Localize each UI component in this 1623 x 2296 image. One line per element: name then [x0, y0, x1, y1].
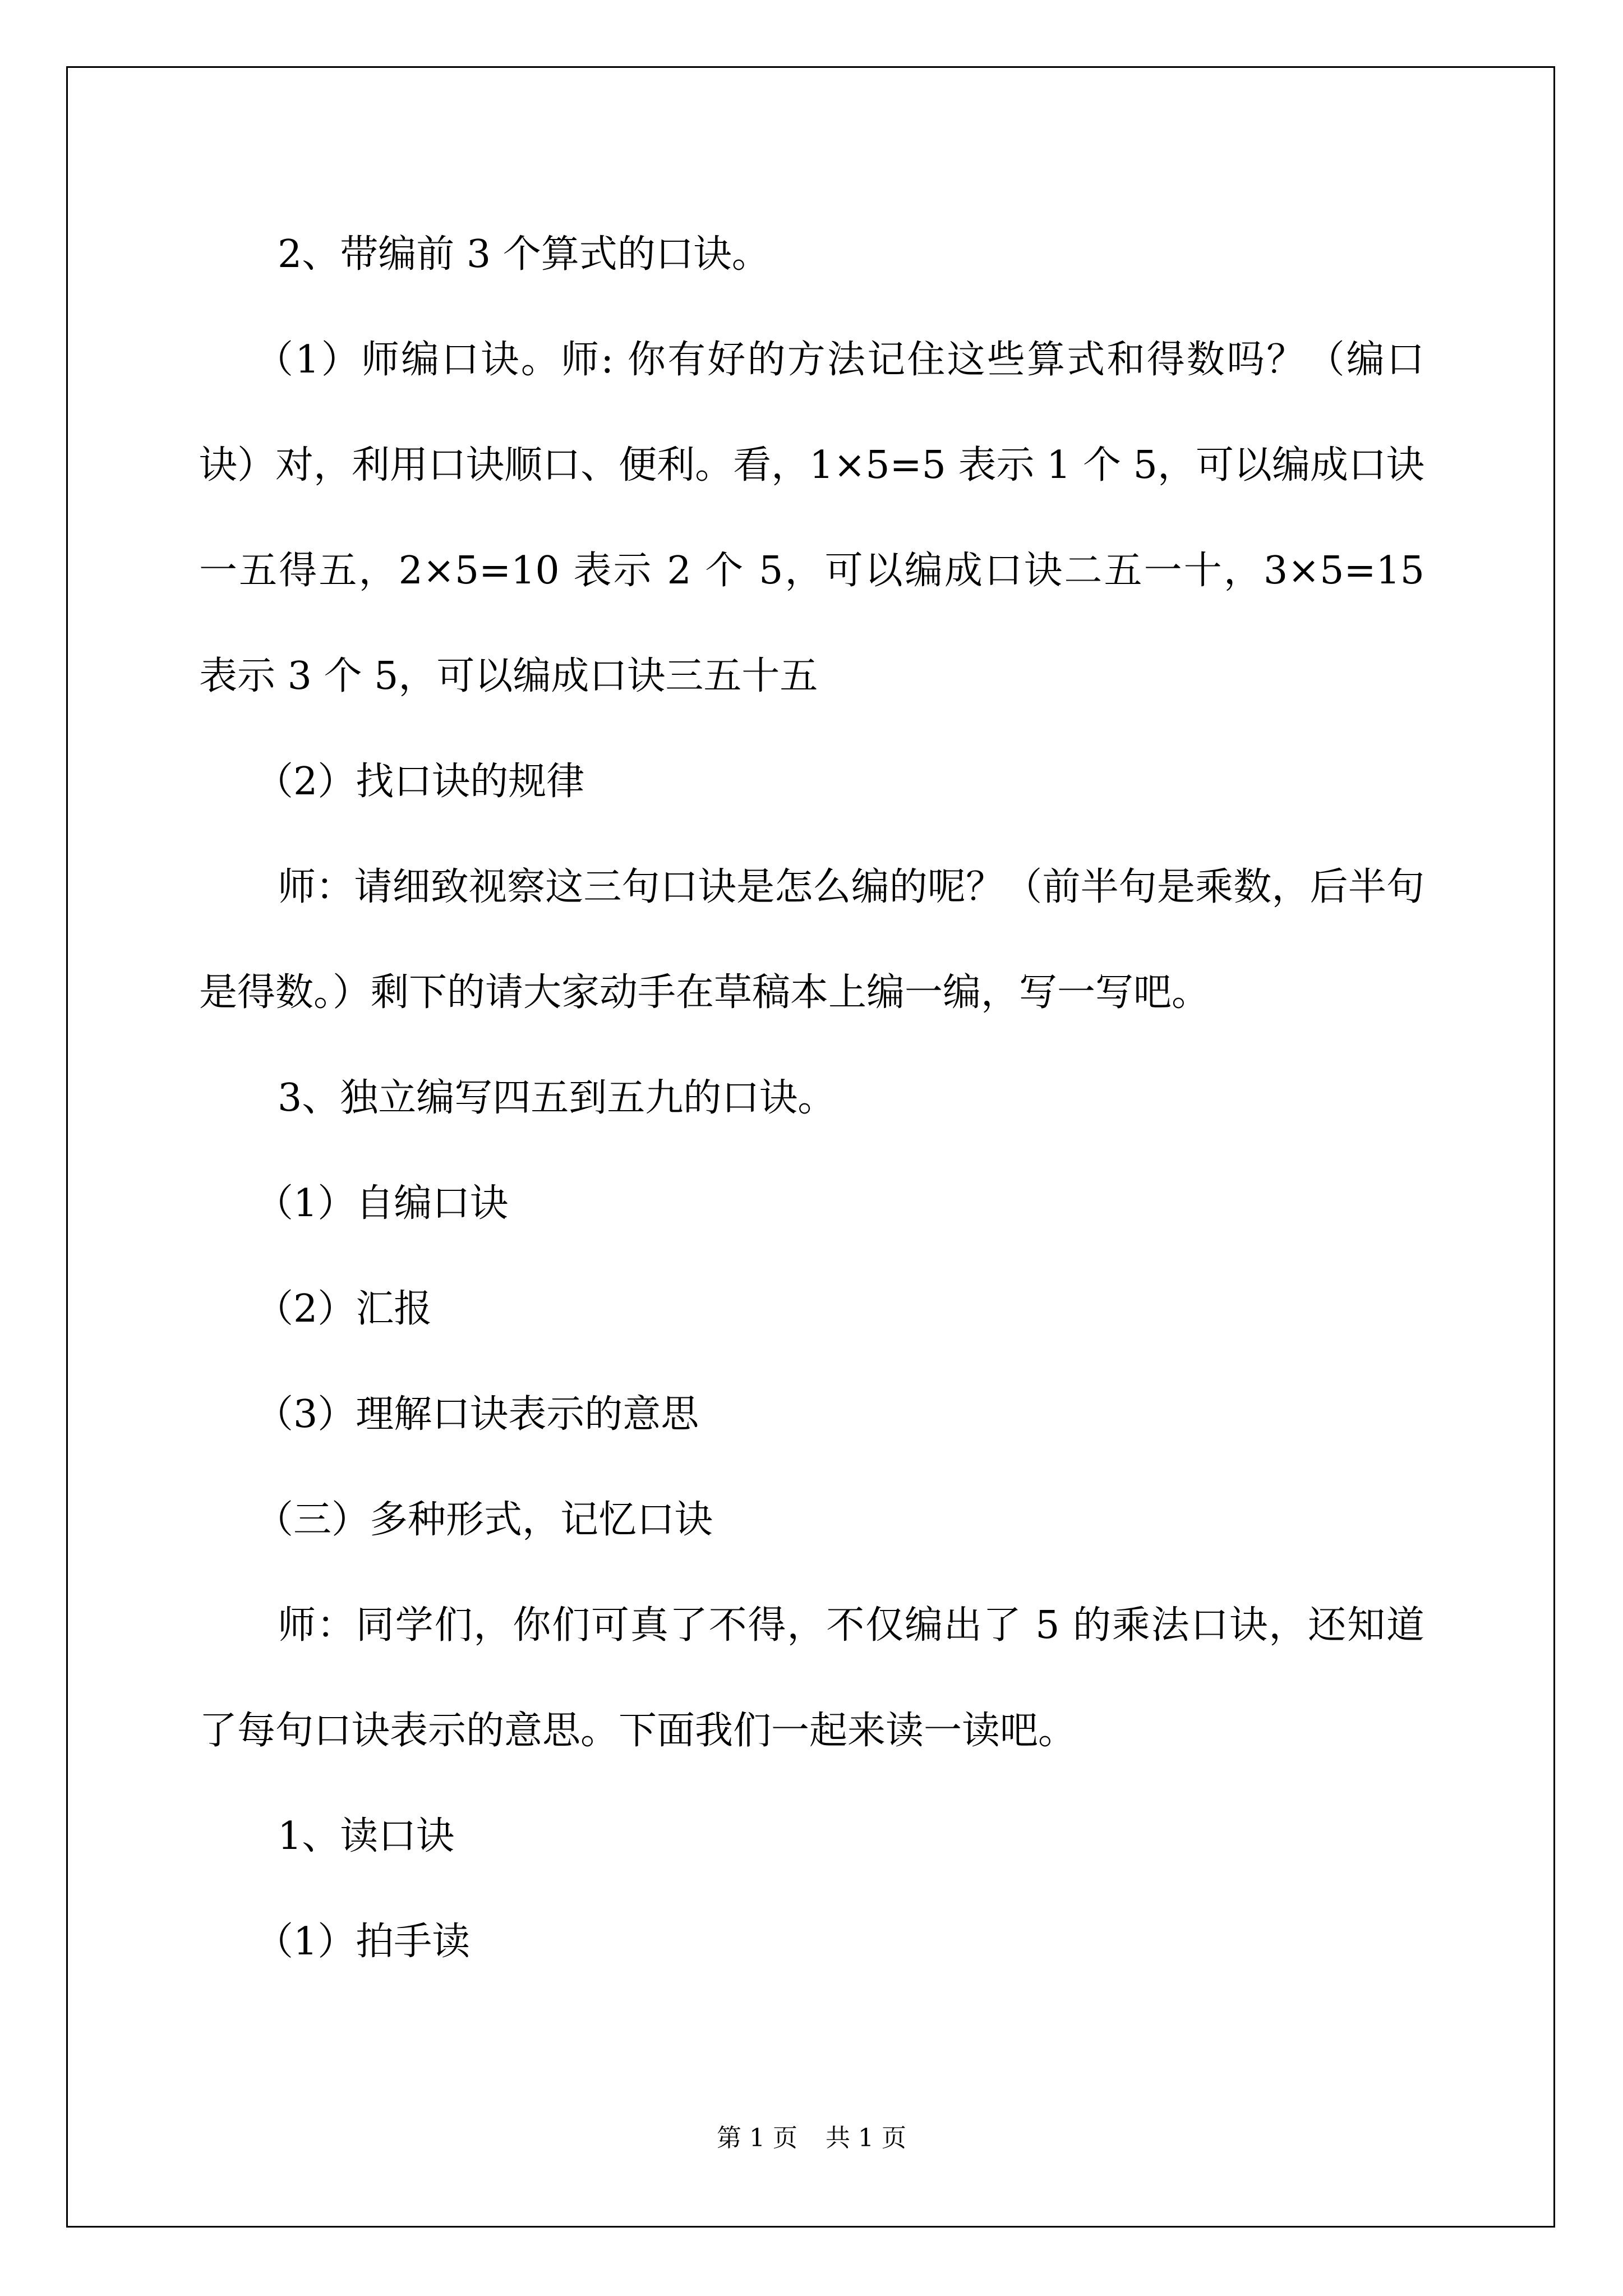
paragraph-3: （2）找口诀的规律 — [255, 760, 585, 804]
paragraph-7: （2）汇报 — [255, 1287, 432, 1331]
paragraph-6: （1）自编口诀 — [255, 1181, 509, 1226]
paragraph-10: 师：同学们，你们可真了不得，不仅编出了 5 的乘法口诀，还知道了每句口诀表示的意思。下面我们一起来读一读吧。 — [199, 1603, 1424, 1753]
paragraph-5: 3、独立编写四五到五九的口诀。 — [278, 1076, 836, 1120]
paragraph-11: 1、读口诀 — [278, 1814, 455, 1858]
document-body — [199, 202, 1424, 1995]
page-number: 第 1 页 — [717, 2124, 797, 2152]
paragraph-9: （三）多种形式，记忆口诀 — [255, 1498, 713, 1542]
paragraph-12: （1）拍手读 — [255, 1920, 471, 1964]
page-footer — [0, 2122, 1623, 2155]
paragraph-1: 2、带编前 3 个算式的口诀。 — [278, 232, 770, 277]
paragraph-4: 师：请细致视察这三句口诀是怎么编的呢？（前半句是乘数，后半句是得数。）剩下的请大家动手在草稿本上编一编，写一写吧。 — [199, 865, 1424, 1015]
paragraph-2: （1）师编口诀。师: 你有好的方法记住这些算式和得数吗？（编口诀）对，利用口诀顺口、便利。看，1×5=5 表示 1 个 5，可以编成口诀一五得五，2×5=10 表示 2 个 5，可以编成口诀二五一十，3×5=15 表示 3 个 5，可以编成口诀三五十五 — [199, 338, 1424, 698]
paragraph-8: （3）理解口诀表示的意思 — [255, 1392, 699, 1437]
page-total: 共 1 页 — [826, 2124, 906, 2152]
